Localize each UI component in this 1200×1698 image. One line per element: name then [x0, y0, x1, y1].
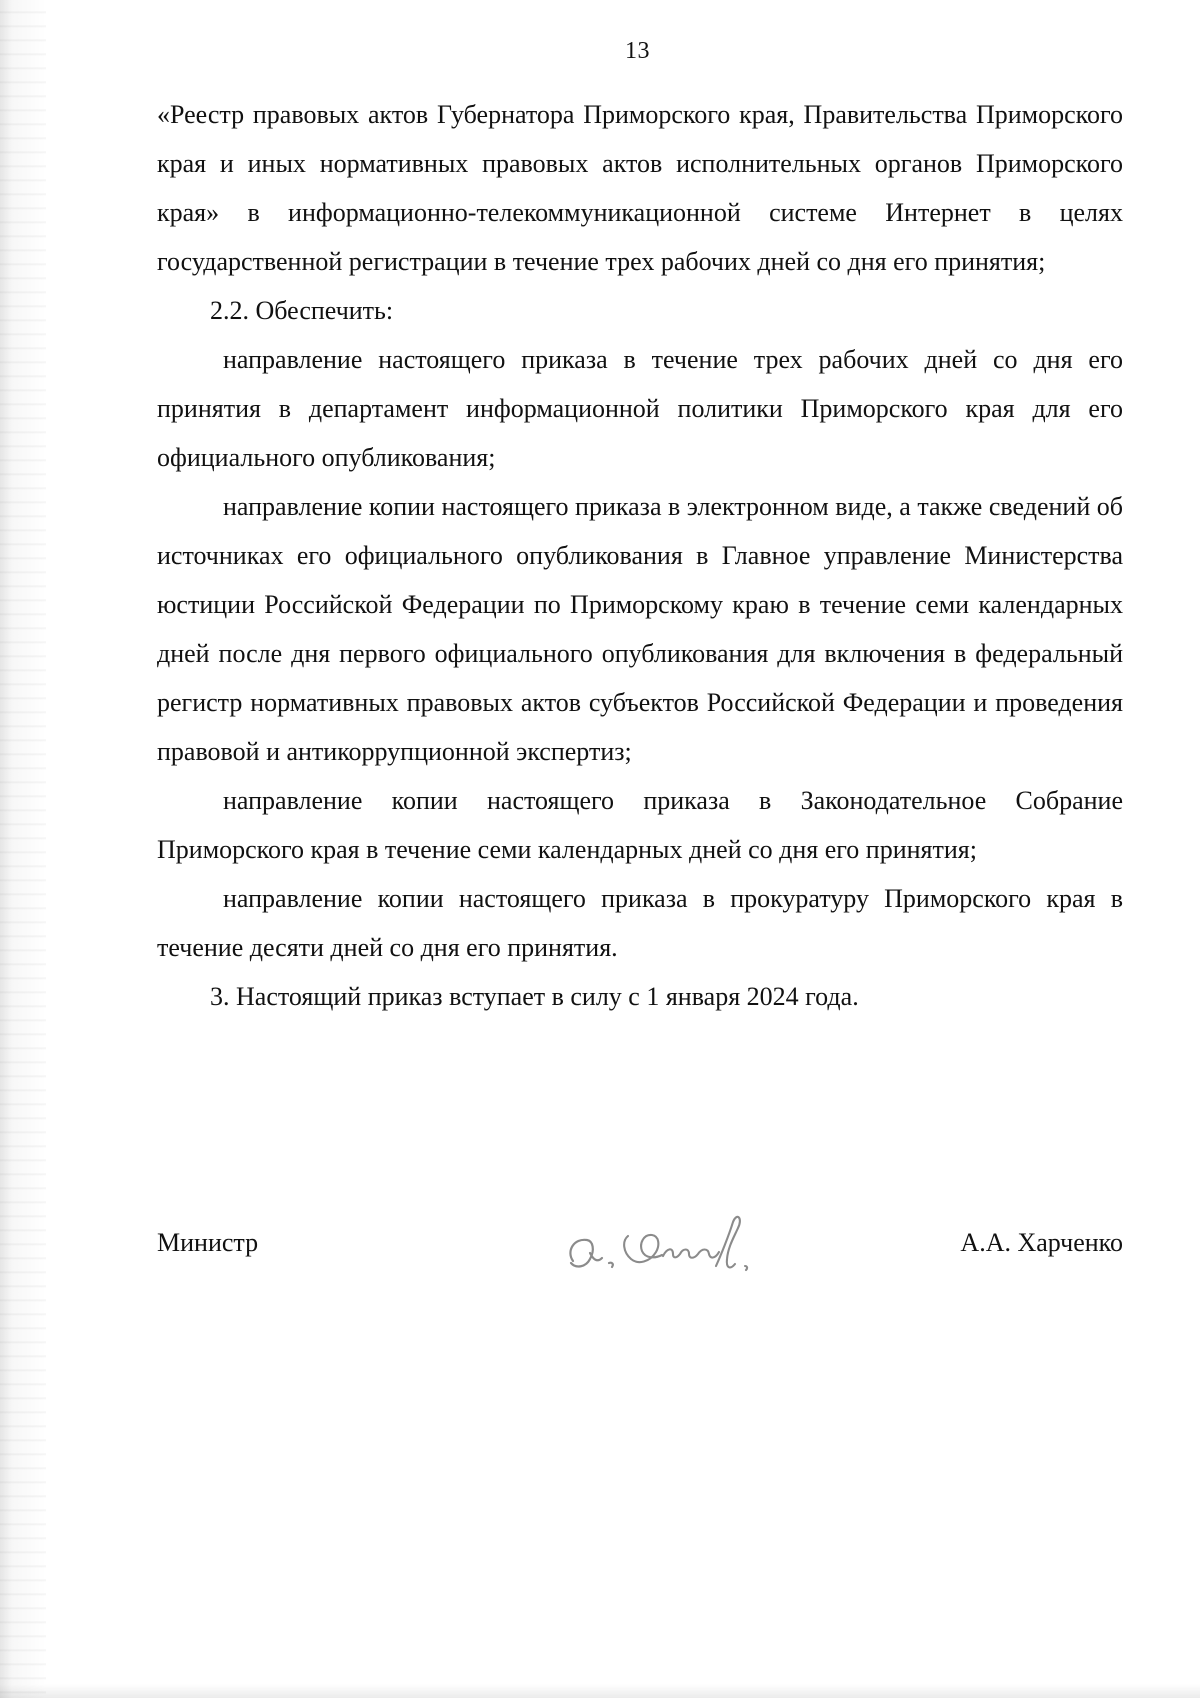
- paragraph-registration: направление копии настоящего приказа в электронном виде, а также сведений об источниках его официального опубликования в Главное управление Министерства юстиции Российской Федерации по Приморскому краю в течение семи календарных дней после дня первого официального опубликования для включения в федеральный регистр нормативных правовых актов субъектов Российской Федерации и проведения правовой и антикоррупционной экспертиз;: [157, 492, 1123, 766]
- handwritten-signature-icon: [562, 1212, 752, 1282]
- paragraph-section-2-2: 2.2. Обеспечить:: [210, 296, 394, 325]
- scan-bottom-edge: [0, 1684, 1200, 1698]
- signer-title: Министр: [157, 1228, 259, 1257]
- paragraph-continuation: «Реестр правовых актов Губернатора Приморского края, Правительства Приморского края и иных нормативных правовых актов исполнительных органов Приморского края» в информационно-телекоммуникационной системе Интернет в целях государственной регистрации в течение трех рабочих дней со дня его принятия;: [157, 100, 1123, 276]
- document-body: [157, 90, 1123, 1021]
- paragraph-legislative-assembly: направление копии настоящего приказа в Законодательное Собрание Приморского края в течение семи календарных дней со дня его принятия;: [157, 786, 1123, 864]
- signature-block: [157, 1228, 1123, 1288]
- page-number: 13: [625, 38, 650, 64]
- scan-edge: [0, 0, 46, 1698]
- paragraph-publication: направление настоящего приказа в течение трех рабочих дней со дня его принятия в департамент информационной политики Приморского края для его официального опубликования;: [157, 345, 1123, 472]
- signer-name: А.А. Харченко: [960, 1228, 1123, 1257]
- paragraph-effective-date: 3. Настоящий приказ вступает в силу с 1 января 2024 года.: [210, 982, 859, 1011]
- paragraph-prosecutor: направление копии настоящего приказа в прокуратуру Приморского края в течение десяти дней со дня его принятия.: [157, 884, 1123, 962]
